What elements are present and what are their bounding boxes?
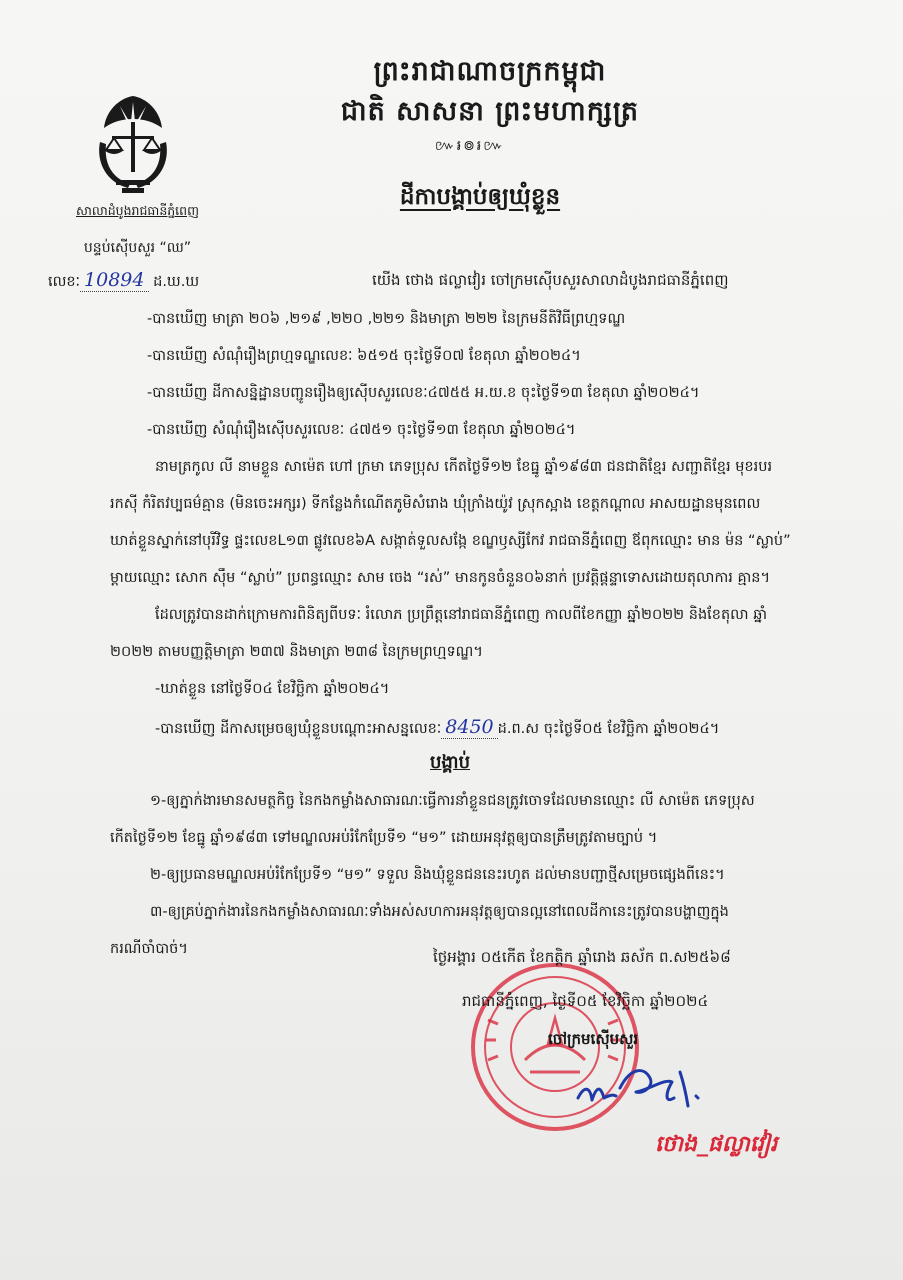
order-line: កើតថ្ងៃទី១២ ខែធ្នូ ឆ្នាំ១៩៨៣ ទៅមណ្ឌលអប់រំកែប្រែទី១ “ម១” ដោយអនុវត្តឲ្យបានត្រឹមត្រូវតាមច្បាប់ ។ — [110, 830, 658, 846]
order-heading: បង្គាប់ — [430, 752, 470, 773]
person-line: ឃាត់ខ្លួនស្នាក់នៅបុរីវិទ្ធ ផ្ទះលេខL១៣ ផ្លូវលេខ៦A សង្កាត់ទួលសង្កែ ខណ្ឌឫស្សីកែវ រាជធានីភ្នំពេញ ឪពុកឈ្មោះ មាន ម៉ន “ស្លាប់” — [110, 533, 791, 549]
consideration-line: -បានឃើញ មាត្រា ២០៦ ,២១៩ ,២២០ ,២២១ និងមាត្រា ២២២ នៃក្រមនីតិវិធីព្រហ្មទណ្ឌ — [147, 311, 626, 327]
lunar-date: ថ្ងៃអង្គារ ០៥កើត ខែកត្តិក ឆ្នាំរោង ឆស័ក ព.ស២៥៦៨ — [433, 948, 731, 966]
decision-handwritten-number: 8450 — [441, 716, 497, 739]
reference-prefix: លេខៈ — [48, 274, 81, 290]
heading-ornament: ៚៛៙៛៚ — [434, 138, 506, 154]
person-line: ម្ដាយឈ្មោះ សោក ស៊ឹម “ស្លាប់” ប្រពន្ធឈ្មោះ សាម ចេង “រស់” មានកូនចំនួន០៦នាក់ ប្រវត្តិផ្ដន្ទាទោសដោយតុលាការ គ្មាន។ — [110, 570, 771, 586]
kingdom-heading: ព្រះរាជាណាចក្រកម្ពុជា — [373, 56, 607, 87]
signer-name: ថោង_ផល្លាវៀរ — [655, 1132, 778, 1157]
order-line: ២-ឲ្យប្រធានមណ្ឌលអប់រំកែប្រែទី១ “ម១” ទទួល និងឃុំខ្លួនជននេះរហូត ដល់មានបញ្ជាថ្មីសម្រេចផ្សេងពីនេះ។ — [150, 867, 725, 883]
arrest-line: -ឃាត់ខ្លួន នៅថ្ងៃទី០៤ ខែវិច្ឆិកា ឆ្នាំ២០២៤។ — [155, 681, 390, 697]
court-emblem-icon — [92, 92, 174, 197]
reference-handwritten-number: 10894 — [80, 269, 148, 292]
national-motto: ជាតិ សាសនា ព្រះមហាក្សត្រ — [340, 96, 640, 127]
consideration-line: -បានឃើញ សំណុំរឿងព្រហ្មទណ្ឌលេខៈ ៦៥១៥ ចុះថ្ងៃទី០៧ ខែតុលា ឆ្នាំ២០២៤។ — [147, 348, 581, 364]
intro-line: យើង ថោង ផល្លាវៀរ ចៅក្រមស៊ើបសួរសាលាដំបូងរាជធានីភ្នំពេញ — [372, 271, 729, 289]
consideration-line: -បានឃើញ ដីកាសន្និដ្ឋានបញ្ជូនរឿងឲ្យស៊ើបសួរលេខៈ៤៧៥៥ អ.យ.ខ ចុះថ្ងៃទី១៣ ខែតុលា ឆ្នាំ២០២៤។ — [147, 385, 700, 401]
person-line: រកស៊ី កំរិតវប្បធម៌គ្មាន (មិនចេះអក្សរ) ទីកន្លែងកំណើតភូមិសំរោង ឃុំក្រាំងយ៉ូវ ស្រុកស្អាង ខេត្តកណ្ដាល អាសយដ្ឋានមុនពេល — [110, 496, 761, 512]
charge-line: ដែលត្រូវបានដាក់ក្រោមការពិនិត្យពីបទៈ រំលោភ ប្រព្រឹត្តនៅរាជធានីភ្នំពេញ កាលពីខែកញ្ញា ឆ្នាំ២០២២ និងខែតុលា ឆ្នាំ — [155, 607, 768, 623]
charge-line: ២០២២ តាមបញ្ញត្តិមាត្រា ២៣៧ និងមាត្រា ២៣៨ នៃក្រមព្រហ្មទណ្ឌ។ — [110, 644, 483, 660]
order-line: ៣-ឲ្យគ្រប់ភ្នាក់ងារនៃកងកម្លាំងសាធារណៈទាំងអស់សហការអនុវត្តឲ្យបានល្អនៅពេលដីកានេះត្រូវបានបង្ហាញក្នុង — [150, 904, 729, 920]
decision-prefix: -បានឃើញ ដីកាសម្រេចឲ្យឃុំខ្លួនបណ្ដោះអាសន្នលេខៈ — [155, 721, 442, 737]
signer-title: ចៅក្រមស៊ើបសួរ — [548, 1030, 639, 1048]
order-line: ករណីចាំបាច់។ — [110, 941, 188, 957]
decision-suffix: ដ.ព.ស ចុះថ្ងៃទី០៥ ខែវិច្ឆិកា ឆ្នាំ២០២៤។ — [497, 721, 720, 737]
document-title: ដីកាបង្គាប់ឲ្យឃុំខ្លួន — [399, 184, 561, 210]
investigation-office: បន្ទប់ស៊ើបសួរ “ឈ” — [83, 240, 192, 256]
consideration-line: -បានឃើញ សំណុំរឿងស៊ើបសួរលេខៈ ៤៧៥១ ចុះថ្ងៃទី១៣ ខែតុលា ឆ្នាំ២០២៤។ — [147, 422, 576, 438]
place-and-date: រាជធានីភ្នំពេញ, ថ្ងៃទី០៥ ខែវិច្ឆិកា ឆ្នាំ២០២៤ — [462, 992, 709, 1010]
person-line: នាមត្រកូល លី នាមខ្លួន សាម៉េត ហៅ ក្រមា ភេទប្រុស កើតថ្ងៃទី១២ ខែធ្នូ ឆ្នាំ១៩៨៣ ជនជាតិខ្មែរ សញ្ជាតិខ្មែរ មុខរបរ — [155, 459, 773, 475]
reference-number — [48, 269, 199, 294]
court-name: សាលាដំបូងរាជធានីភ្នំពេញ — [76, 203, 199, 218]
order-line: ១-ឲ្យភ្នាក់ងារមានសមត្ថកិច្ច នៃកងកម្លាំងសាធារណៈធ្វើការនាំខ្លួនជនត្រូវចោទដែលមានឈ្មោះ លី សាម៉េត ភេទប្រុស — [150, 793, 755, 809]
decision-line — [155, 716, 719, 741]
reference-suffix: ដ.ឃ.ឃ — [153, 274, 200, 290]
handwritten-signature-icon — [570, 1048, 720, 1118]
